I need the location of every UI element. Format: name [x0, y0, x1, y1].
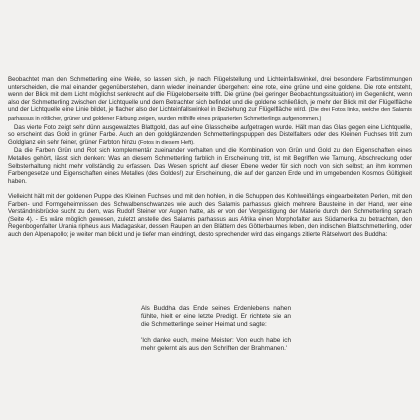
article-body: [8, 76, 412, 238]
quote-stanza-1: Als Buddha das Ende seines Erdenlebens nahen fühlte, hielt er eine letzte Predigt. Er richtete sie an die Schmetterlinge seiner Heimat und sagte:: [141, 305, 291, 328]
paragraph-color-moods: [8, 76, 412, 124]
paragraph-buddha-intro: [8, 193, 412, 239]
photo-note: (Die drei Fotos links, welche den Salamis parhassus in rötlicher, grüner und goldener Färbung zeigen, wurden mithilfe eines präparierten Schmetterlings aufgenommen.): [8, 107, 412, 122]
paragraph-text: Vielleicht hält mit der goldenen Puppe des Kleinen Fuchses und mit den hohlen, in die Schuppen des Kohlweißlings eingearbeiteten Perlen, mit den Farben- und Formgeheimnissen des Schwalbenschwanzes wie auch des Salamis parhassus gleich mehrere Bausteine in der Hand, wer eine Verständnisbrücke sucht zu dem, was Rudolf Steiner vor Augen hatte, als er von der Vergeistigung der Materie durch den Schmetterling sprach (Seite 4). - Es wäre möglich gewesen, zuletzt anstelle des Salamis parhassus aus Afrika einen Morphofalter aus Südamerika zu betrachten, den Regenbogenfalter Urania ripheus aus Madagaskar, dessen Raupen an den Blättern des Götterbaumes leben, den indischen Blattschmetterling, oder auch den Alpenapollo; je weiter man blickt und je tiefer man eindringt, desto sprechender wird das eingangs zitierte Rätselwort des Buddha:: [8, 192, 412, 238]
paragraph-text: Das vierte Foto zeigt sehr dünn ausgewalztes Blattgold, das auf eine Glasscheibe aufgetragen wurde. Hält man das Glas gegen eine Lichtquelle, so erscheint das Gold in grüner Farbe. Auch an den goldglänzenden Schmetterlingspuppen des Distelfalters oder des Kleinen Fuchses tritt zum Goldglanz ein sehr feiner, grüner Farbton hinzu: [8, 123, 412, 146]
paragraph-text: Beobachtet man den Schmetterling eine Weile, so lassen sich, je nach Flügelstellung und Lichteinfallswinkel, drei besondere Farbstimmungen unterscheiden, die mal einander gegenüberstehen, dann wieder ineinander übergehen: eine rote, eine grüne und eine goldene. Die rote entsteht, wenn der Blick mit dem Licht möglichst senkrecht auf die Flügeloberseite trifft. Die grüne (bei geringer Beobachtungssituation) im Gegenlicht, wenn also der Schmetterling zwischen der Lichtquelle und dem Betrachter sich befindet und die goldene schließlich, je mehr der Blick mit der Flügelfläche und der Lichtquelle eine Linie bildet, je flacher also der Lichteinfallswinkel in Beziehung zur Flügelfläche wird.: [8, 76, 412, 114]
paragraph-text: Da die Farben Grün und Rot sich komplementär zueinander verhalten und die Kombination von Grün und Gold zu den Eigenschaften eines Metalles gehört, lässt sich denken: Was an diesem Schmetterling farblich in Erscheinung tritt, ist mit Begriffen wie Tarnung, Abschreckung oder Selbsterhaltung nicht mehr vollständig zu erfassen. Das Wesen spricht auf dieser Ebene weder für sich noch von sich selbst; an ihm kommen Farbengesetze und Eigenschaften eines Metalles (des Goldes!) zur Erscheinung, die auf der ganzen Erde und im umgebenden Kosmos Gültigkeit haben.: [8, 147, 412, 185]
paragraph-complementary-colors: [8, 147, 412, 185]
buddha-quote: [141, 305, 291, 352]
paragraph-gold-leaf: [8, 124, 412, 148]
photo-reference: (Fotos in diesem Heft).: [138, 139, 195, 146]
quote-stanza-2: 'Ich danke euch, meine Meister: Von euch habe ich mehr gelernt als aus den Schriften der Brahmanen.': [141, 336, 291, 352]
